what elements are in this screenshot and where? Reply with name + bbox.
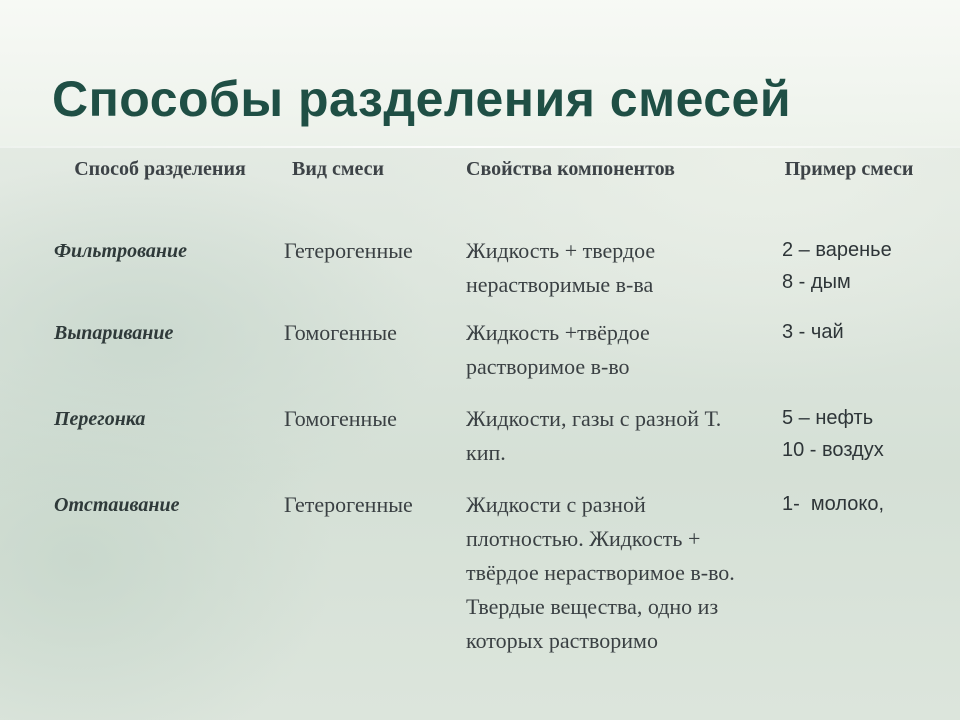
example-cell: [772, 396, 926, 482]
table-row: [42, 228, 926, 310]
header-example: Пример смеси: [784, 158, 914, 180]
example-line: 2 – варенье: [782, 239, 892, 261]
method-cell: Выпаривание: [54, 322, 174, 344]
properties-cell: Жидкость + твердое нерастворимые в-ва: [466, 238, 656, 297]
method-cell: Перегонка: [54, 408, 146, 430]
header-component-properties: Свойства компонентов: [466, 158, 675, 180]
properties-cell: Жидкости с разной плотностью. Жидкость + твёрдое нерастворимое в-во. Твердые вещества, одно из которых растворимо: [466, 492, 735, 653]
mixture-type-cell: Гетерогенные: [284, 492, 413, 517]
header-method: Способ разделения: [74, 158, 246, 180]
table-row: [42, 310, 926, 396]
properties-cell: Жидкости, газы с разной Т. кип.: [466, 406, 722, 465]
example-cell: [772, 310, 926, 396]
table-header-row: [42, 148, 926, 228]
table-row: [42, 482, 926, 666]
method-cell: Фильтрование: [54, 240, 187, 262]
example-line: 3 - чай: [782, 321, 844, 343]
separation-methods-table: [42, 148, 926, 666]
example-line: 10 - воздух: [782, 439, 884, 461]
example-cell: [772, 228, 926, 310]
example-line: 5 – нефть: [782, 407, 874, 429]
properties-cell: Жидкость +твёрдое растворимое в-во: [466, 320, 650, 379]
example-line: 8 - дым: [782, 271, 851, 293]
mixture-type-cell: Гомогенные: [284, 406, 397, 431]
mixture-type-cell: Гомогенные: [284, 320, 397, 345]
mixture-type-cell: Гетерогенные: [284, 238, 413, 263]
method-cell: Отстаивание: [54, 494, 180, 516]
slide-title: Способы разделения смесей: [52, 71, 792, 127]
header-mixture-type: Вид смеси: [292, 158, 385, 180]
example-line: 1- молоко,: [782, 493, 885, 515]
example-cell: [772, 482, 926, 666]
table-row: [42, 396, 926, 482]
